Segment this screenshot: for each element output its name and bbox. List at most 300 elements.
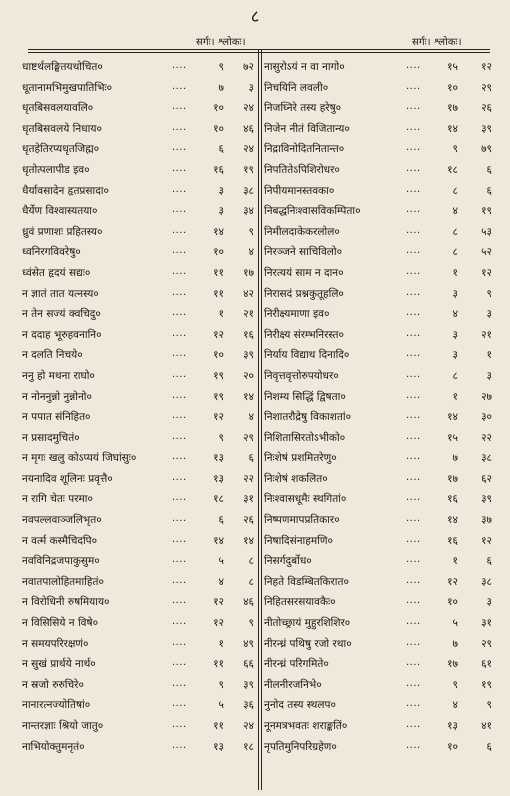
shloka-number: ९: [486, 287, 492, 300]
sarga-number: ९: [452, 143, 458, 156]
shloka-number: ३९: [243, 678, 254, 691]
sarga-number: १७: [447, 102, 458, 115]
sarga-number: १७: [447, 472, 458, 485]
leader-dots: ....: [172, 286, 187, 298]
shloka-number: ४६: [243, 122, 254, 135]
leader-dots: ....: [172, 719, 187, 730]
leader-dots: ....: [406, 204, 421, 216]
sarga-number: ११: [213, 266, 224, 279]
leader-dots: ....: [406, 101, 421, 113]
index-entry: [264, 573, 494, 594]
verse-text: नीरन्ध्रं पथिषु रजो रथा०: [264, 637, 352, 650]
sarga-number: १: [452, 555, 458, 568]
shloka-number: ६: [486, 555, 492, 568]
sarga-number: १: [452, 390, 458, 403]
verse-text: ध्वनिरगविवरेषु०: [22, 246, 81, 259]
sarga-number: १३: [447, 720, 458, 732]
index-entry: [22, 202, 254, 223]
sarga-number: १८: [447, 163, 458, 176]
verse-text: निचयिनि लवली०: [264, 81, 329, 94]
leader-dots: ....: [406, 698, 421, 710]
shloka-number: २९: [481, 637, 492, 650]
sarga-number: १०: [447, 596, 458, 609]
shloka-number: ८: [248, 555, 254, 568]
leader-dots: ....: [172, 616, 187, 628]
sarga-number: १०: [447, 81, 458, 94]
leader-dots: ....: [406, 492, 421, 504]
sarga-number: १६: [447, 534, 458, 547]
leader-dots: ....: [406, 574, 421, 586]
verse-text: निशम्य सिद्धिं द्विषता०: [264, 390, 346, 403]
header-rule-top: [28, 49, 490, 50]
leader-dots: ....: [172, 430, 187, 442]
sarga-number: ३: [452, 287, 458, 300]
index-entry: [264, 243, 494, 264]
index-entry: [264, 470, 494, 491]
sarga-number: १२: [447, 575, 458, 588]
header-rule-bottom: [28, 52, 490, 53]
index-entry: [22, 264, 254, 285]
shloka-number: १२: [481, 61, 492, 73]
index-entry: [264, 408, 494, 429]
sarga-number: ९: [218, 431, 224, 444]
shloka-number: २१: [481, 328, 492, 341]
leader-dots: ....: [406, 513, 421, 525]
shloka-number: २०: [243, 369, 254, 382]
verse-text: निबद्धनिःश्वासविकम्पिता०: [264, 205, 361, 218]
leader-dots: ....: [172, 245, 187, 257]
shloka-number: ३७: [481, 514, 492, 527]
verse-text: निसर्गदुर्बोध०: [264, 555, 312, 568]
sarga-number: १३: [213, 452, 224, 465]
leader-dots: ....: [172, 533, 187, 545]
shloka-number: ६२: [481, 472, 492, 485]
index-entry: [264, 738, 494, 759]
leader-dots: ....: [172, 327, 187, 339]
index-entry: [264, 99, 494, 120]
shloka-number: ३१: [243, 493, 254, 506]
verse-text: निशितासिरतोऽभीको०: [264, 431, 346, 444]
verse-text: निजेन नीतं विजितान्य०: [264, 122, 350, 135]
shloka-number: २९: [481, 81, 492, 94]
leader-dots: ....: [406, 677, 421, 689]
sarga-number: ४: [452, 308, 458, 321]
leader-dots: ....: [172, 265, 187, 277]
index-entry: [264, 696, 494, 717]
sarga-number: १६: [213, 163, 224, 176]
page-number: ८: [250, 7, 260, 27]
index-entry: [264, 388, 494, 409]
sarga-number: १४: [447, 514, 458, 527]
leader-dots: ....: [172, 657, 187, 669]
index-entry: [22, 285, 254, 306]
index-entry: [22, 655, 254, 676]
shloka-number: ४: [248, 246, 254, 259]
sarga-number: १९: [213, 390, 224, 403]
verse-text: निरीक्ष्यमाणा इव०: [264, 308, 330, 321]
leader-dots: ....: [406, 286, 421, 298]
shloka-number: ८: [248, 575, 254, 588]
verse-text: निमीलदाकेकरलोल०: [264, 225, 340, 238]
verse-text: ननु हो मथना राघो०: [22, 369, 95, 382]
leader-dots: ....: [172, 513, 187, 525]
leader-dots: ....: [406, 554, 421, 566]
index-entry: [264, 79, 494, 100]
sarga-number: १०: [213, 102, 224, 115]
shloka-number: १७: [243, 266, 254, 279]
sarga-number: १२: [213, 411, 224, 424]
leader-dots: ....: [406, 224, 421, 236]
leader-dots: ....: [172, 389, 187, 401]
shloka-number: ५२: [481, 246, 492, 259]
sarga-number: १८: [213, 493, 224, 506]
verse-text: धैर्येण विश्वास्यतया०: [22, 205, 98, 218]
leader-dots: ....: [406, 616, 421, 628]
index-entry: [22, 593, 254, 614]
verse-text: धृतोत्पलापीड इव०: [22, 163, 90, 176]
verse-text: नवातपालोहितमाहितं०: [22, 575, 104, 588]
shloka-number: ७९: [481, 143, 492, 156]
shloka-number: ९: [248, 617, 254, 630]
sarga-number: ८: [452, 246, 458, 259]
sarga-number: ५: [218, 699, 224, 712]
verse-text: निषादिसंनाहमणि०: [264, 534, 333, 547]
index-entry: [264, 593, 494, 614]
leader-dots: ....: [406, 657, 421, 669]
sarga-number: ६: [218, 143, 224, 156]
verse-text: निवृत्तवृत्तोरुपयोधर०: [264, 369, 339, 382]
sarga-number: ८: [452, 369, 458, 382]
sarga-number: १३: [213, 740, 224, 753]
shloka-number: ३: [486, 369, 492, 382]
shloka-number: ५३: [481, 225, 492, 238]
leader-dots: ....: [172, 121, 187, 133]
sarga-number: ३: [452, 349, 458, 362]
sarga-number: १२: [213, 596, 224, 609]
leader-dots: ....: [406, 348, 421, 360]
verse-text: धृतहेतिरप्यधृतजिह्म०: [22, 143, 100, 156]
index-entry: [264, 449, 494, 470]
shloka-number: ६: [486, 184, 492, 197]
verse-text: नानारत्नज्योतिषां०: [22, 699, 91, 712]
leader-dots: ....: [172, 595, 187, 607]
shloka-number: १८: [243, 740, 254, 753]
index-entry: [22, 161, 254, 182]
index-entry: [264, 285, 494, 306]
sarga-number: ३: [452, 328, 458, 341]
sarga-number: १४: [447, 411, 458, 424]
leader-dots: ....: [172, 574, 187, 586]
verse-text: निरासदं प्रश्नकुतूहलि०: [264, 287, 344, 300]
leader-dots: ....: [172, 162, 187, 174]
leader-dots: ....: [406, 265, 421, 277]
index-entry: [264, 614, 494, 635]
shloka-number: ३: [486, 308, 492, 321]
sarga-number: १५: [447, 431, 458, 444]
index-entry: [22, 511, 254, 532]
leader-dots: ....: [172, 636, 187, 648]
index-entry: [22, 140, 254, 161]
sarga-number: १: [218, 308, 224, 321]
index-entry: [22, 449, 254, 470]
right-column-header: सर्गः। श्लोकः।: [412, 37, 462, 48]
sarga-number: ७: [218, 81, 224, 94]
index-entry: [22, 79, 254, 100]
index-entry: [22, 367, 254, 388]
shloka-number: ४: [248, 411, 254, 424]
index-entry: [264, 305, 494, 326]
verse-text: धाष्टर्थलङ्घितयथोचित०: [22, 61, 103, 73]
shloka-number: ६: [486, 163, 492, 176]
index-entry: [22, 635, 254, 656]
shloka-number: २१: [243, 308, 254, 321]
sarga-number: ४: [218, 575, 224, 588]
sarga-number: ७: [452, 637, 458, 650]
verse-text: निःश्वासधूमैः स्थगितां०: [264, 493, 347, 506]
shloka-number: १२: [481, 266, 492, 279]
sarga-number: १५: [447, 61, 458, 73]
verse-text: निःशेषं प्रशमितरेणु०: [264, 452, 337, 465]
index-entry: [264, 676, 494, 697]
index-entry: [264, 120, 494, 141]
index-entry: [22, 326, 254, 347]
sarga-number: १०: [213, 246, 224, 259]
leader-dots: ....: [172, 101, 187, 113]
leader-dots: ....: [172, 739, 187, 751]
verse-text: निरीक्ष्य संरम्भनिरस्त०: [264, 328, 344, 341]
leader-dots: ....: [406, 60, 421, 71]
index-entry: [22, 346, 254, 367]
shloka-number: ३९: [481, 122, 492, 135]
index-entry: [22, 552, 254, 573]
sarga-number: ४: [452, 699, 458, 712]
shloka-number: ३८: [481, 575, 492, 588]
shloka-number: ३०: [481, 411, 492, 424]
sarga-number: ११: [213, 720, 224, 732]
index-entry: [264, 367, 494, 388]
sarga-number: ३: [218, 184, 224, 197]
verse-text: धृतबिसवलये निधाय०: [22, 122, 102, 135]
verse-text: नीरन्ध्रं परिगमिते०: [264, 658, 329, 671]
index-entry: [264, 140, 494, 161]
verse-text: न समयपरिरक्षणं०: [22, 637, 89, 650]
shloka-number: २२: [243, 472, 254, 485]
sarga-number: ७: [452, 452, 458, 465]
verse-text: न तेन सज्यं क्वचिदु०: [22, 308, 101, 321]
left-index-column: [22, 58, 254, 758]
shloka-number: ३९: [481, 493, 492, 506]
index-entry: [264, 429, 494, 450]
shloka-number: ३: [486, 596, 492, 609]
verse-text: न नोननुन्नो नुन्नोनो०: [22, 390, 92, 403]
leader-dots: ....: [172, 677, 187, 689]
verse-text: ध्वंसेत हृदयं सद्यः०: [22, 266, 91, 279]
verse-text: नाभियोक्तुमनृतं०: [22, 740, 85, 753]
index-entry: [22, 120, 254, 141]
sarga-number: १०: [213, 122, 224, 135]
verse-text: निहितसरसयावकैः०: [264, 596, 336, 609]
shloka-number: १४: [243, 390, 254, 403]
sarga-number: ११: [213, 658, 224, 671]
verse-text: निपीयमानस्तवका०: [264, 184, 335, 197]
leader-dots: ....: [406, 121, 421, 133]
verse-text: न दलति निचये०: [22, 349, 83, 362]
verse-text: न रागि चेतः परमा०: [22, 493, 93, 506]
verse-text: नुनोद तस्य स्थलप०: [264, 699, 336, 712]
leader-dots: ....: [172, 204, 187, 216]
shloka-number: ७२: [243, 61, 254, 73]
verse-text: निरञ्जने साचिविलो०: [264, 246, 343, 259]
verse-text: न सुखं प्रार्थये नार्थ०: [22, 658, 96, 671]
shloka-number: २४: [243, 720, 254, 732]
index-entry: [22, 305, 254, 326]
sarga-number: ५: [218, 555, 224, 568]
leader-dots: ....: [172, 471, 187, 483]
leader-dots: ....: [172, 410, 187, 422]
leader-dots: ....: [406, 183, 421, 195]
shloka-number: ३८: [481, 452, 492, 465]
verse-text: ध्रुवं प्रणाशः प्रहितस्य०: [22, 225, 103, 238]
sarga-number: १२: [213, 328, 224, 341]
shloka-number: ३: [248, 81, 254, 94]
index-entry: [264, 511, 494, 532]
sarga-number: ३: [218, 205, 224, 218]
shloka-number: ४६: [243, 596, 254, 609]
shloka-number: १९: [481, 678, 492, 691]
index-entry: [264, 490, 494, 511]
shloka-number: ४१: [481, 720, 492, 732]
sarga-number: १: [452, 266, 458, 279]
verse-text: नयनादिव शूलिनः प्रवृत्तै०: [22, 472, 113, 485]
verse-text: न विरोधिनी रुषमियाय०: [22, 596, 110, 609]
sarga-number: १०: [213, 349, 224, 362]
sarga-number: १४: [213, 534, 224, 547]
index-entry: [22, 696, 254, 717]
leader-dots: ....: [172, 554, 187, 566]
shloka-number: २२: [481, 431, 492, 444]
sarga-number: ११: [213, 287, 224, 300]
verse-text: धूतानामभिमुखपातिभिः०: [22, 81, 113, 94]
leader-dots: ....: [172, 307, 187, 319]
sarga-number: १९: [213, 369, 224, 382]
leader-dots: ....: [406, 719, 421, 730]
shloka-number: २४: [243, 102, 254, 115]
sarga-number: १६: [447, 493, 458, 506]
sarga-number: ९: [218, 61, 224, 73]
verse-text: निःशेषं शकलित०: [264, 472, 328, 485]
leader-dots: ....: [406, 533, 421, 545]
leader-dots: ....: [172, 183, 187, 195]
shloka-number: २६: [243, 514, 254, 527]
verse-text: निर्याय विद्याथ दिनादि०: [264, 349, 350, 362]
shloka-number: १९: [481, 205, 492, 218]
verse-text: नीलनीरजनिभे०: [264, 678, 322, 691]
index-entry: [264, 346, 494, 367]
shloka-number: २९: [243, 431, 254, 444]
leader-dots: ....: [406, 80, 421, 92]
index-entry: [264, 532, 494, 553]
shloka-number: ६: [248, 452, 254, 465]
verse-text: नान्तरज्ञाः श्रियो जातु०: [22, 720, 104, 732]
leader-dots: ....: [406, 451, 421, 463]
shloka-number: १९: [243, 163, 254, 176]
index-entry: [22, 243, 254, 264]
verse-text: नवविनिद्रजपाकुसुम०: [22, 555, 100, 568]
index-entry: [264, 635, 494, 656]
shloka-number: ३४: [243, 205, 254, 218]
index-entry: [264, 182, 494, 203]
leader-dots: ....: [406, 430, 421, 442]
shloka-number: ९: [248, 225, 254, 238]
index-entry: [264, 58, 494, 79]
leader-dots: ....: [172, 492, 187, 504]
leader-dots: ....: [172, 451, 187, 463]
verse-text: धैर्यावसादेन हृतप्रसादा०: [22, 184, 109, 197]
index-entry: [264, 202, 494, 223]
leader-dots: ....: [172, 224, 187, 236]
sarga-number: ६: [218, 514, 224, 527]
leader-dots: ....: [406, 245, 421, 257]
verse-text: निरत्ययं साम न दान०: [264, 266, 344, 279]
leader-dots: ....: [172, 142, 187, 154]
index-entry: [22, 408, 254, 429]
leader-dots: ....: [172, 80, 187, 92]
leader-dots: ....: [172, 348, 187, 360]
verse-text: निशातरौद्रेषु विकाशतां०: [264, 411, 352, 424]
verse-text: निजघ्निरे तस्य हरेषु०: [264, 102, 342, 115]
shloka-number: १४: [243, 534, 254, 547]
shloka-number: १२: [481, 534, 492, 547]
verse-text: न प्रसादमुचितं०: [22, 431, 80, 444]
index-entry: [264, 223, 494, 244]
verse-text: नूनमत्रभवतः शराङ्कतिं०: [264, 720, 348, 732]
verse-text: नीतोच्छ्रायं मुहुरशिशिर०: [264, 617, 351, 630]
verse-text: निहते विडम्बितकिरात०: [264, 575, 349, 588]
verse-text: निपतितेऽपिशिरोधर०: [264, 163, 340, 176]
shloka-number: ६६: [243, 658, 254, 671]
sarga-number: १०: [447, 740, 458, 753]
shloka-number: ४९: [243, 637, 254, 650]
verse-text: नवपल्लवाञ्जलिभृत०: [22, 514, 102, 527]
leader-dots: ....: [406, 307, 421, 319]
shloka-number: ३१: [481, 617, 492, 630]
left-column-header: सर्गः। श्लोकः।: [196, 37, 246, 48]
index-entry: [264, 326, 494, 347]
sarga-number: ९: [218, 678, 224, 691]
leader-dots: ....: [172, 60, 187, 71]
leader-dots: ....: [406, 636, 421, 648]
sarga-number: १३: [213, 472, 224, 485]
verse-text: न ददाह भूरुहवनानि०: [22, 328, 102, 341]
index-entry: [264, 655, 494, 676]
index-entry: [22, 738, 254, 759]
index-entry: [22, 614, 254, 635]
verse-text: धृतबिसवलयावलि०: [22, 102, 94, 115]
shloka-number: ६: [486, 740, 492, 753]
sarga-number: ८: [452, 225, 458, 238]
verse-text: न मृगः खलु कोऽप्ययं जिघांसुः०: [22, 452, 137, 465]
index-entry: [22, 717, 254, 738]
column-divider-right: [261, 50, 262, 790]
sarga-number: ८: [452, 184, 458, 197]
leader-dots: ....: [406, 162, 421, 174]
index-entry: [22, 676, 254, 697]
shloka-number: २४: [243, 143, 254, 156]
sarga-number: १: [218, 637, 224, 650]
leader-dots: ....: [172, 698, 187, 710]
verse-text: न विसिसिये न विषे०: [22, 617, 99, 630]
verse-text: निष्पणमापप्रतिकार०: [264, 514, 340, 527]
